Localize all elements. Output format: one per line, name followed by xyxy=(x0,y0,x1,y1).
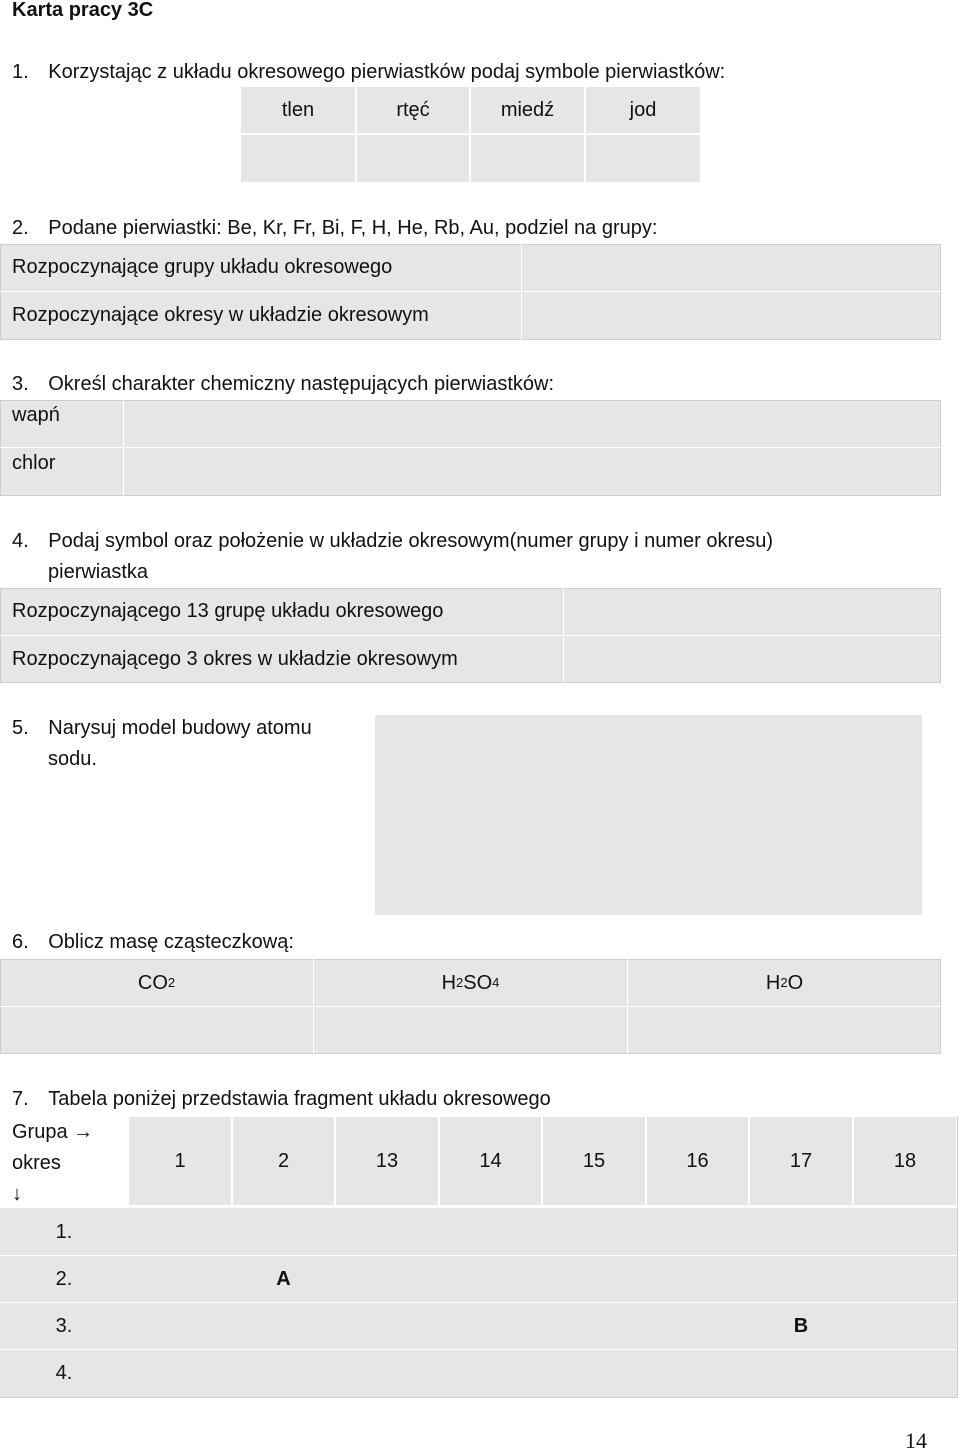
element-mark-b: B xyxy=(793,1315,809,1337)
question-number: 4. xyxy=(12,530,29,552)
period-label: 1. xyxy=(55,1220,73,1243)
question-4 xyxy=(12,529,773,553)
question-2 xyxy=(12,216,657,240)
q4-row-label: Rozpoczynającego 3 okres w układzie okresowym xyxy=(12,648,458,670)
question-1 xyxy=(12,60,725,84)
question-text: Tabela poniżej przedstawia fragment układu okresowego xyxy=(48,1088,551,1110)
group-header-cell: 2 xyxy=(232,1116,335,1206)
group-header-cell: 18 xyxy=(853,1116,957,1206)
group-header-cell: 15 xyxy=(542,1116,646,1206)
period-label: 3. xyxy=(55,1315,73,1337)
question-3 xyxy=(12,372,554,396)
q6-answer-cell[interactable] xyxy=(2,1008,312,1052)
page-number: 14 xyxy=(905,1428,927,1453)
question-text: Korzystając z układu okresowego pierwiastków podaj symbole pierwiastków: xyxy=(48,61,726,83)
q1-header-cell: rtęć xyxy=(356,86,470,134)
corner-header: Grupa → okres ↓ xyxy=(12,1121,94,1205)
q2-answer-cell[interactable] xyxy=(523,245,939,290)
formula-h2o: H 2 O xyxy=(765,971,804,994)
group-header-cell: 13 xyxy=(335,1116,439,1206)
group-header-cell: 16 xyxy=(646,1116,749,1206)
question-number: 3. xyxy=(12,373,29,395)
q6-answer-cell[interactable] xyxy=(629,1008,939,1052)
q1-header-cell: tlen xyxy=(240,86,356,134)
group-header-cell: 14 xyxy=(439,1116,542,1206)
question-text-continued: pierwiastka xyxy=(48,561,149,583)
group-header-cell: 17 xyxy=(749,1116,853,1206)
formula-co2: CO 2 xyxy=(137,971,176,994)
question-text: Oblicz masę cząsteczkową: xyxy=(48,931,294,953)
q5-drawing-area[interactable] xyxy=(375,715,922,915)
q6-answer-cell[interactable] xyxy=(315,1008,626,1052)
question-text: Podaj symbol oraz położenie w układzie okresowym(numer grupy i numer okresu) xyxy=(48,530,774,552)
formula-h2so4: H 2 SO 4 xyxy=(441,971,500,994)
question-text: Narysuj model budowy atomu xyxy=(48,717,312,739)
q4-answer-cell[interactable] xyxy=(565,637,939,682)
q2-row-label: Rozpoczynające okresy w układzie okresowym xyxy=(12,304,429,326)
question-text: Określ charakter chemiczny następujących pierwiastków: xyxy=(48,373,555,395)
question-text-continued: sodu. xyxy=(48,748,97,770)
q2-answer-cell[interactable] xyxy=(523,293,939,338)
period-label: 2. xyxy=(55,1268,73,1290)
question-number: 6. xyxy=(12,931,29,953)
question-7 xyxy=(12,1087,551,1111)
q3-row-label: chlor xyxy=(12,452,56,474)
question-6 xyxy=(12,930,294,954)
q1-answer-cell[interactable] xyxy=(240,134,356,183)
q1-header-cell: jod xyxy=(585,86,701,134)
q4-answer-cell[interactable] xyxy=(565,589,939,634)
q1-answer-cell[interactable] xyxy=(470,134,585,183)
q3-answer-cell[interactable] xyxy=(125,401,939,446)
question-number: 7. xyxy=(12,1088,29,1110)
q4-row-label: Rozpoczynającego 13 grupę układu okresowego xyxy=(12,600,444,622)
question-number: 1. xyxy=(12,61,29,83)
question-5 xyxy=(12,716,312,740)
element-mark-a: A xyxy=(276,1268,291,1290)
q2-row-label: Rozpoczynające grupy układu okresowego xyxy=(12,256,393,278)
question-number: 2. xyxy=(12,217,29,239)
group-header-cell: 1 xyxy=(128,1116,232,1206)
question-number: 5. xyxy=(12,717,29,739)
q1-answer-cell[interactable] xyxy=(356,134,470,183)
q1-answer-cell[interactable] xyxy=(585,134,701,183)
q3-answer-cell[interactable] xyxy=(125,449,939,494)
page-title: Karta pracy 3C xyxy=(12,0,154,21)
question-text: Podane pierwiastki: Be, Kr, Fr, Bi, F, H, He, Rb, Au, podziel na grupy: xyxy=(48,217,658,239)
period-label: 4. xyxy=(55,1362,73,1384)
q1-header-cell: miedź xyxy=(470,86,585,134)
q3-row-label: wapń xyxy=(12,404,60,426)
